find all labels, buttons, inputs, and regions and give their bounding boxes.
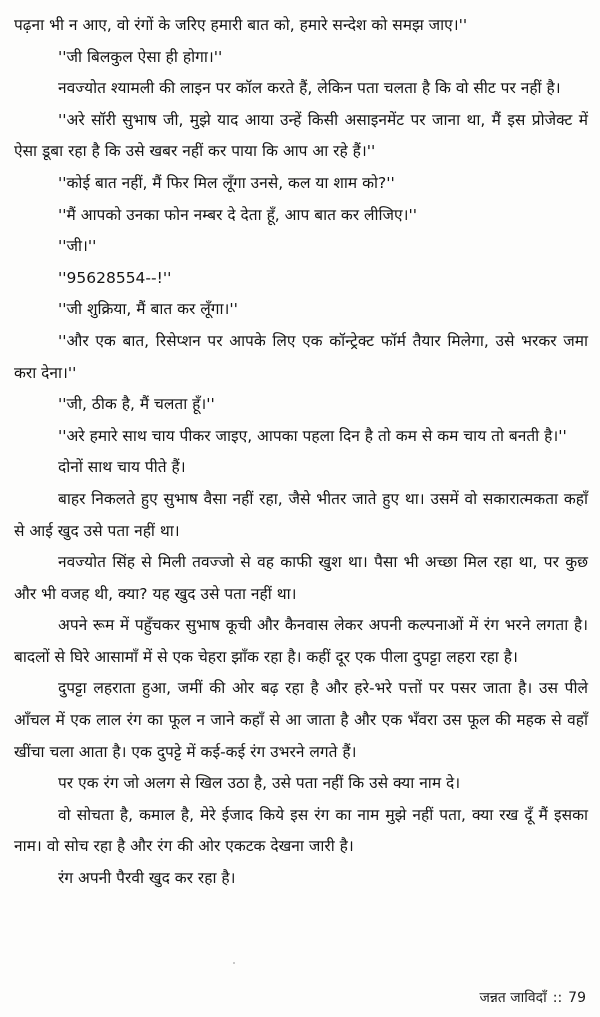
paragraph: नवज्योत श्यामली की लाइन पर कॉल करते हैं, लेकिन पता चलता है कि वो सीट पर नहीं है। — [58, 79, 561, 98]
paragraph: दोनों साथ चाय पीते हैं। — [58, 458, 186, 477]
running-book-title: जन्नत जाविदाँ — [479, 990, 547, 1006]
paragraph: ''95628554--!'' — [58, 268, 172, 287]
paragraph: ''कोई बात नहीं, मैं फिर मिल लूँगा उनसे, कल या शाम को?'' — [58, 173, 395, 192]
paragraph: ''और एक बात, रिसेप्शन पर आपके लिए एक कॉन्ट्रेक्ट फॉर्म तैयार मिलेगा, उसे भरकर जमा करा देना।'' — [14, 331, 588, 382]
paragraph: दुपट्टा लहराता हुआ, जमीं की ओर बढ़ रहा है और हरे-भरे पत्तों पर पसर जाता है। उस पीले आँचल में एक लाल रंग का फूल न जाने कहाँ से आ जाता है और एक भँवरा उस फूल की महक से वहाँ खींचा चला आता है। एक दुपट्टे में कई-कई रंग उभरने लगते हैं। — [14, 679, 588, 761]
paragraph: ''जी शुक्रिया, मैं बात कर लूँगा।'' — [58, 300, 238, 319]
paragraph: नवज्योत सिंह से मिली तवज्जो से वह काफी खुश था। पैसा भी अच्छा मिल रहा था, पर कुछ और भी वजह थी, क्या? यह खुद उसे पता नहीं था। — [14, 553, 588, 603]
page-footer — [479, 988, 586, 1007]
paragraph: वो सोचता है, कमाल है, मेरे ईजाद किये इस रंग का नाम मुझे नहीं पता, क्या रख दूँ मैं इसका नाम। वो सोच रहा है और रंग की ओर एकटक देखना जारी है। — [14, 805, 588, 856]
paragraph: ''जी बिलकुल ऐसा ही होगा।'' — [58, 47, 223, 66]
paragraph: पढ़ना भी न आए, वो रंगों के जरिए हमारी बात को, हमारे सन्देश को समझ जाए।'' — [14, 16, 468, 34]
paragraph: ''अरे हमारे साथ चाय पीकर जाइए, आपका पहला दिन है तो कम से कम चाय तो बनती है।'' — [58, 426, 567, 445]
print-speck — [233, 962, 235, 964]
paragraph: अपने रूम में पहुँचकर सुभाष कूची और कैनवास लेकर अपनी कल्पनाओं में रंग भरने लगता है। बादलों से घिरे आसामाँ में से एक चेहरा झाँक रहा है। कहीं दूर एक पीला दुपट्टा लहरा रहा है। — [14, 616, 588, 666]
paragraph: ''अरे सॉरी सुभाष जी, मुझे याद आया उन्हें किसी असाइनमेंट पर जाना था, मैं इस प्रोजेक्ट में ऐसा डूबा रहा है कि उसे खबर नहीं कर पाया कि आप आ रहे हैं।'' — [14, 110, 588, 161]
paragraph: बाहर निकलते हुए सुभाष वैसा नहीं रहा, जैसे भीतर जाते हुए था। उसमें वो सकारात्मकता कहाँ से आई खुद उसे पता नहीं था। — [14, 489, 588, 540]
page-number: 79 — [568, 990, 586, 1006]
paragraph: रंग अपनी पैरवी खुद कर रहा है। — [58, 869, 236, 888]
paragraph: ''जी।'' — [58, 237, 97, 256]
paragraph: ''मैं आपको उनका फोन नम्बर दे देता हूँ, आप बात कर लीजिए।'' — [58, 205, 418, 224]
footer-separator: :: — [552, 990, 563, 1006]
page-body-text — [14, 10, 588, 895]
paragraph: पर एक रंग जो अलग से खिल उठा है, उसे पता नहीं कि उसे क्या नाम दे। — [58, 774, 461, 793]
paragraph: ''जी, ठीक है, मैं चलता हूँ।'' — [58, 395, 215, 414]
